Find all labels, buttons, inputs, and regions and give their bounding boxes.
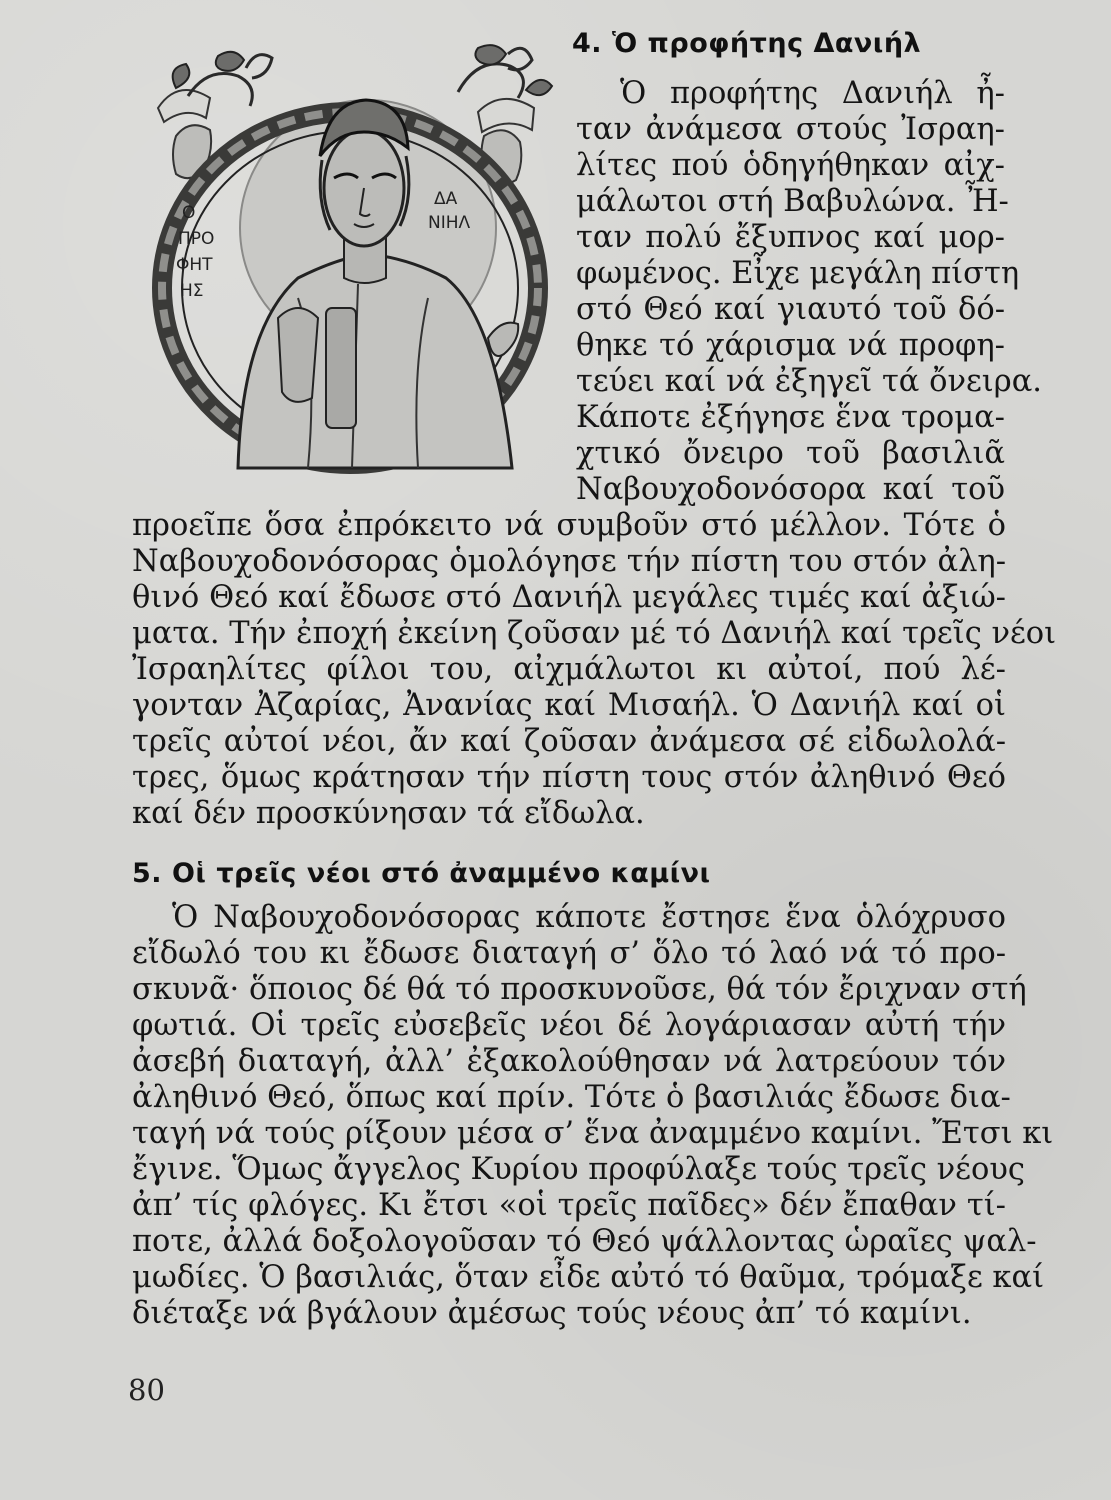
- text-line: σκυνᾶ· ὅποιος δέ θά τό προσκυνοῦσε, θά τόν ἔριχναν στή: [132, 972, 1027, 1007]
- label-right-line-1: ΔΑ: [434, 189, 458, 209]
- section-4-heading: 4. Ὁ προφήτης Δανιήλ: [572, 28, 922, 59]
- text-line: τεύει καί νά ἐξηγεῖ τά ὄνειρα.: [576, 364, 1042, 399]
- text-line: ἀπ’ τίς φλόγες. Κι ἔτσι «οἱ τρεῖς παῖδες» δέν ἔπαθαν τί-: [132, 1188, 1006, 1223]
- text-line: διέταξε νά βγάλουν ἀμέσως τούς νέους ἀπ’ τό καμίνι.: [132, 1296, 972, 1331]
- text-line: ἀσεβή διαταγή, ἀλλ’ ἐξακολούθησαν νά λατρεύουν τόν: [132, 1044, 1006, 1079]
- text-line: φωτιά. Οἱ τρεῖς εὐσεβεῖς νέοι δέ λογάριασαν αὐτή τήν: [132, 1008, 1006, 1043]
- text-line: τρες, ὅμως κράτησαν τήν πίστη τους στόν ἀληθινό Θεό: [132, 760, 1006, 795]
- text-line: ταν ἀνάμεσα στούς Ἰσραη-: [576, 112, 1005, 147]
- text-line: Ὁ Ναβουχοδονόσορας κάποτε ἔστησε ἕνα ὁλόχρυσο: [172, 900, 1006, 935]
- text-line: χτικό ὄνειρο τοῦ βασιλιᾶ: [576, 436, 1005, 471]
- text-line: γονταν Ἀζαρίας, Ἀνανίας καί Μισαήλ. Ὁ Δανιήλ καί οἱ: [132, 688, 1006, 723]
- text-line: μωδίες. Ὁ βασιλιάς, ὅταν εἶδε αὐτό τό θαῦμα, τρόμαξε καί: [132, 1260, 1045, 1295]
- text-line: ἀληθινό Θεό, ὅπως καί πρίν. Τότε ὁ βασιλιάς ἔδωσε δια-: [132, 1080, 1011, 1115]
- text-line: θηκε τό χάρισμα νά προφη-: [576, 328, 1005, 363]
- page-number: 80: [128, 1373, 165, 1407]
- text-line: Ἰσραηλίτες φίλοι του, αἰχμάλωτοι κι αὐτοί, πού λέ-: [132, 652, 1006, 687]
- text-line: στό Θεό καί γιαυτό τοῦ δό-: [576, 292, 1005, 327]
- text-line: καί δέν προσκύνησαν τά εἴδωλα.: [132, 796, 645, 831]
- leaf-ornaments: [173, 45, 552, 95]
- text-line: Ναβουχοδονόσορας ὁμολόγησε τήν πίστη του στόν ἀλη-: [132, 544, 1006, 579]
- label-left-line-1: Ο: [182, 203, 196, 223]
- text-line: εἴδωλό του κι ἔδωσε διαταγή σ’ ὅλο τό λαό νά τό προ-: [132, 936, 1006, 971]
- text-line: τρεῖς αὐτοί νέοι, ἄν καί ζοῦσαν ἀνάμεσα σέ εἰδωλολά-: [132, 724, 1006, 759]
- text-line: ταγή νά τούς ρίξουν μέσα σ’ ἕνα ἀναμμένο καμίνι. Ἔτσι κι: [132, 1116, 1054, 1151]
- text-line: λίτες πού ὁδηγήθηκαν αἰχ-: [576, 148, 1005, 183]
- text-line: ἔγινε. Ὅμως ἄγγελος Κυρίου προφύλαξε τούς τρεῖς νέους: [132, 1152, 1025, 1187]
- label-left-line-4: ΗΣ: [180, 281, 204, 301]
- text-line: Ναβουχοδονόσορα καί τοῦ: [576, 472, 1005, 507]
- label-left-line-2: ΠΡΟ: [178, 229, 215, 249]
- scroll: [326, 308, 356, 428]
- text-line: ταν πολύ ἔξυπνος καί μορ-: [576, 220, 1005, 255]
- text-line: θινό Θεό καί ἔδωσε στό Δανιήλ μεγάλες τιμές καί ἀξιώ-: [132, 580, 1006, 615]
- text-line: Κάποτε ἐξήγησε ἕνα τρομα-: [576, 400, 1005, 435]
- text-line: προεῖπε ὅσα ἐπρόκειτο νά συμβοῦν στό μέλλον. Τότε ὁ: [132, 508, 1006, 543]
- prophet-daniel-illustration: [128, 38, 572, 478]
- text-line: Ὁ προφήτης Δανιήλ ἦ-: [620, 76, 1005, 111]
- label-left-line-3: ΦΗΤ: [176, 255, 213, 275]
- text-line: ποτε, ἀλλά δοξολογοῦσαν τό Θεό ψάλλοντας ὡραῖες ψαλ-: [132, 1224, 1037, 1259]
- section-5-heading: 5. Οἱ τρεῖς νέοι στό ἀναμμένο καμίνι: [132, 858, 711, 889]
- label-right-line-2: ΝΙΗΛ: [428, 213, 471, 233]
- text-line: φωμένος. Εἶχε μεγάλη πίστη: [576, 256, 1020, 291]
- text-line: ματα. Τήν ἐποχή ἐκείνη ζοῦσαν μέ τό Δανιήλ καί τρεῖς νέοι: [132, 616, 1057, 651]
- text-line: μάλωτοι στή Βαβυλώνα. Ἦ-: [576, 184, 1009, 219]
